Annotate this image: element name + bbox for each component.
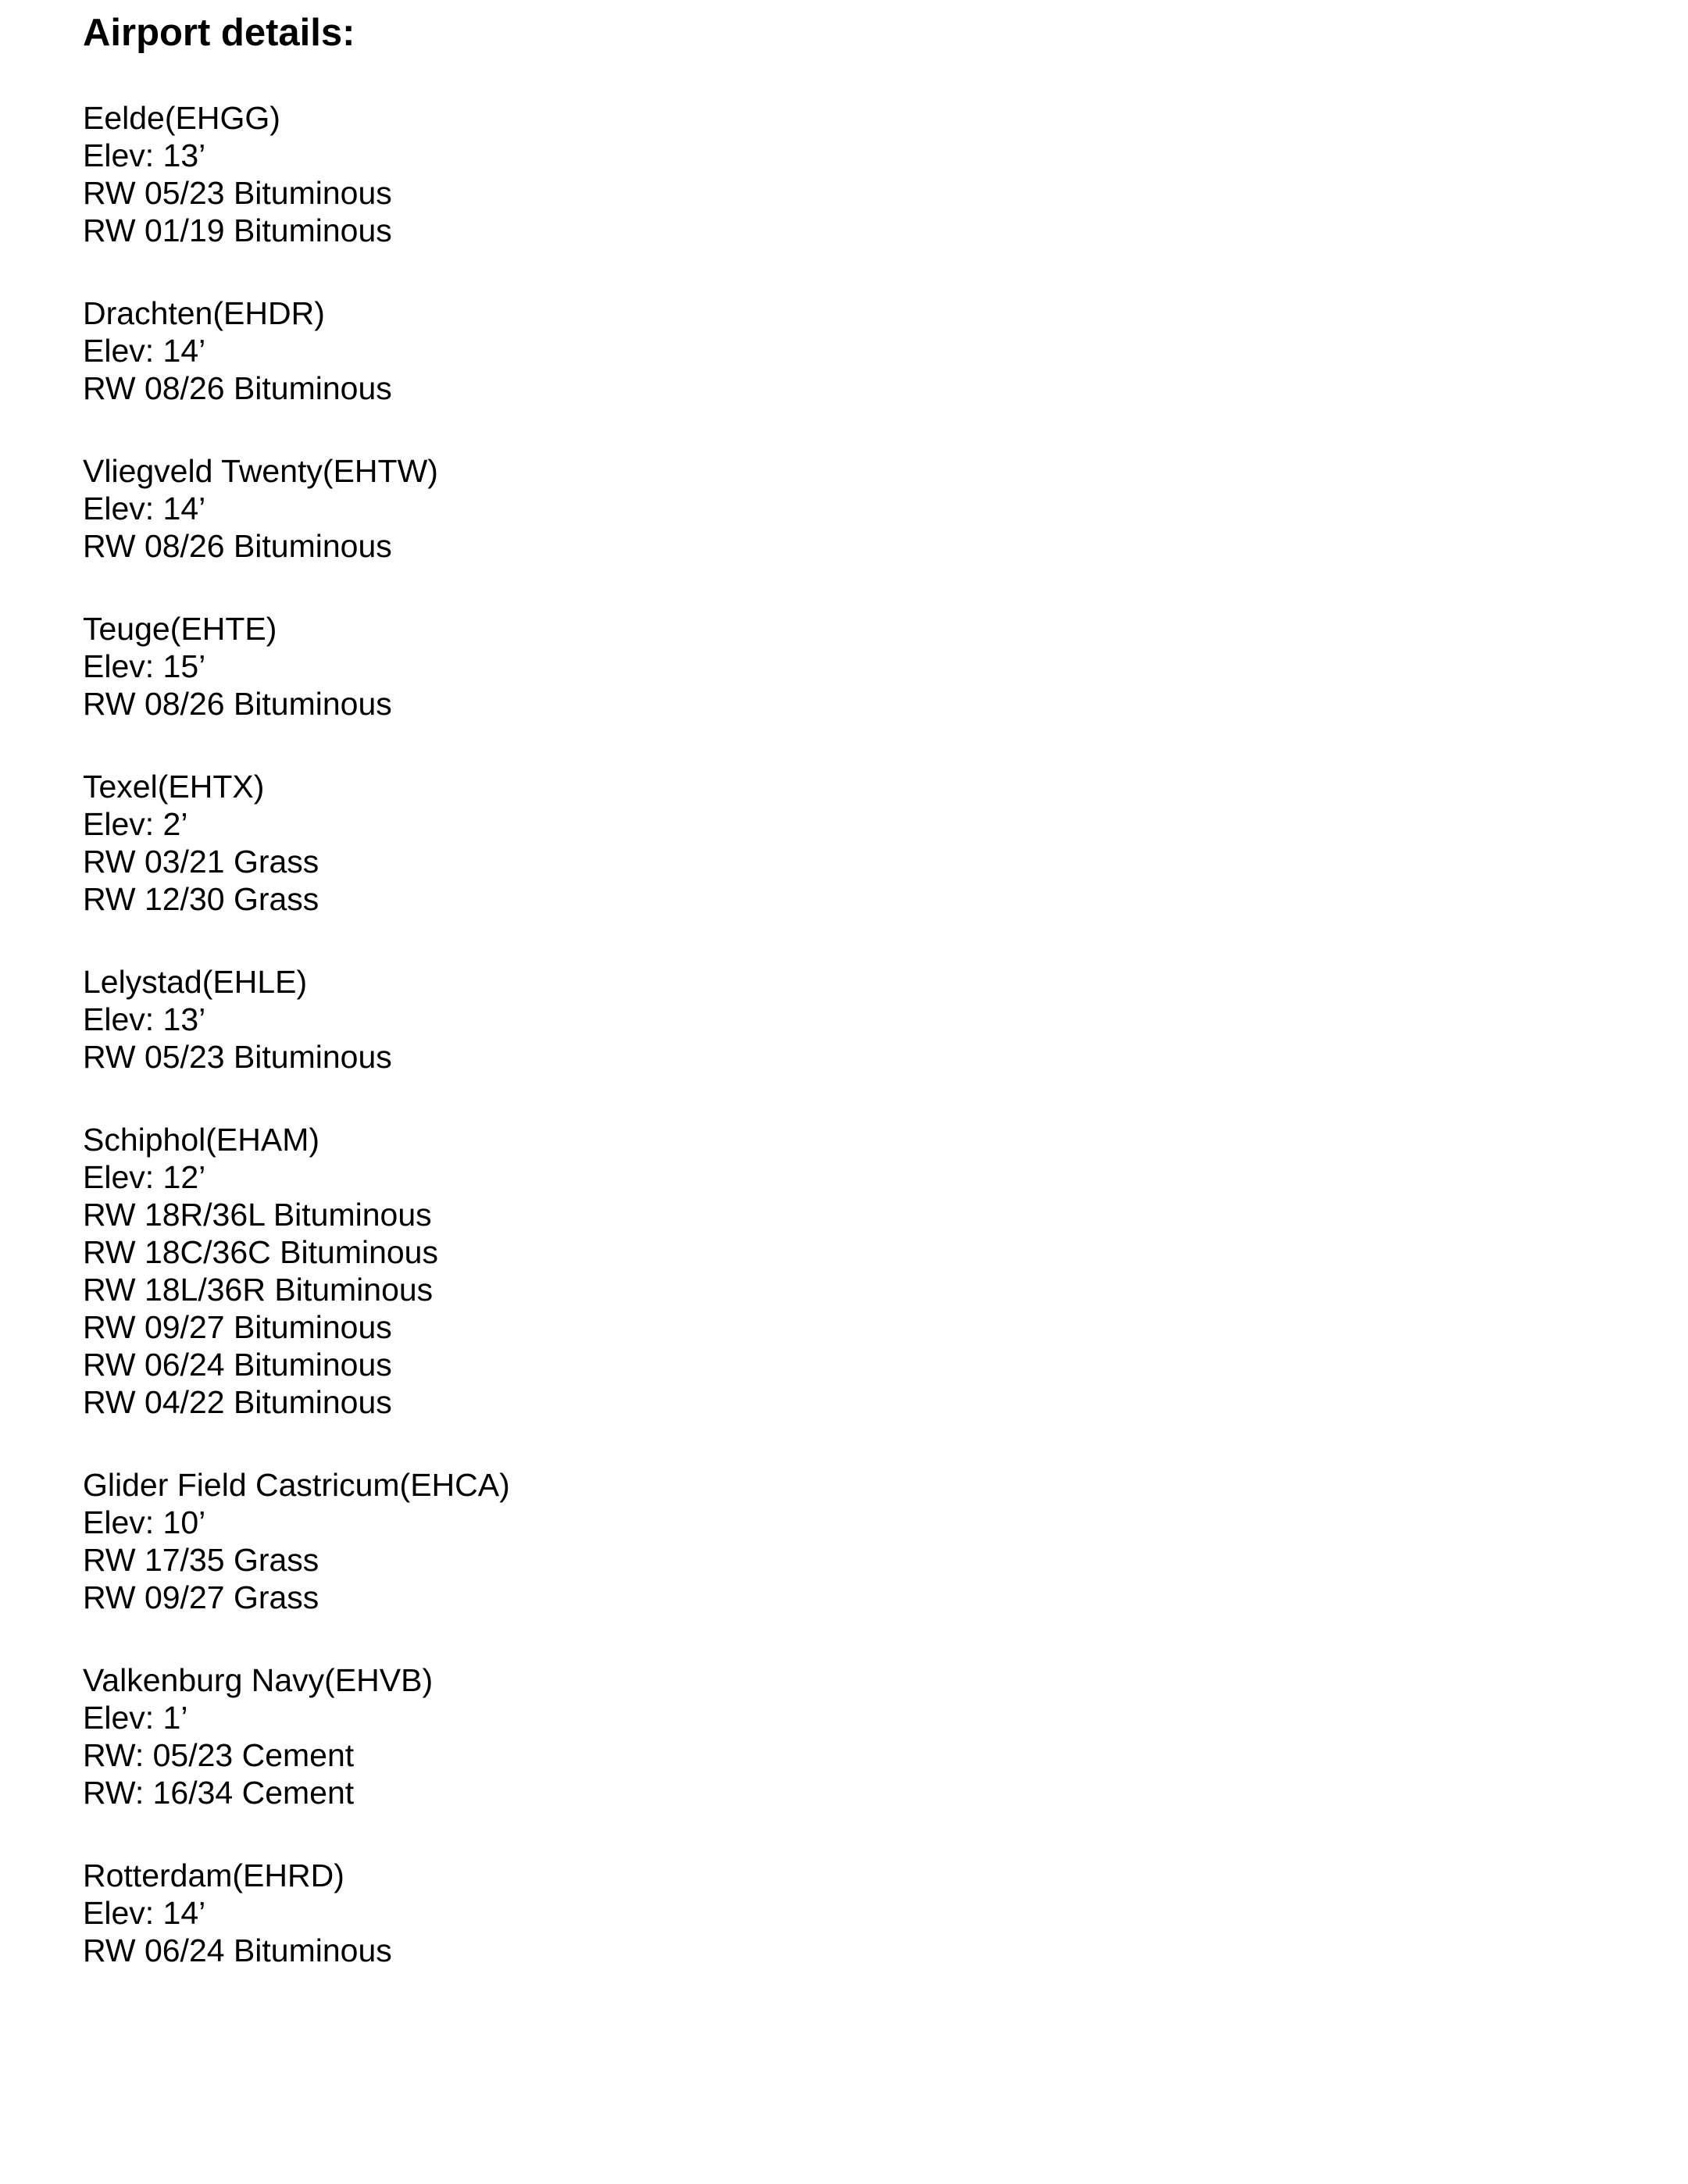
airport-entry (83, 99, 1489, 249)
airport-elevation: Elev: 1’ (83, 1700, 188, 1736)
runway-line: RW 08/26 Bituminous (83, 686, 392, 722)
airport-name: Schiphol(EHAM) (83, 1122, 320, 1158)
airport-elevation: Elev: 14’ (83, 1895, 206, 1931)
airport-elevation: Elev: 13’ (83, 137, 206, 173)
airport-name: Eelde(EHGG) (83, 100, 280, 136)
runway-line: RW 09/27 Grass (83, 1579, 319, 1615)
runway-line: RW 08/26 Bituminous (83, 528, 392, 564)
airport-name: Texel(EHTX) (83, 769, 265, 805)
runway-line: RW 01/19 Bituminous (83, 212, 392, 248)
runway-line: RW 09/27 Bituminous (83, 1309, 392, 1345)
airport-entry (83, 1661, 1489, 1811)
airport-elevation: Elev: 13’ (83, 1001, 206, 1037)
airport-entry (83, 1466, 1489, 1616)
airport-entry (83, 452, 1489, 565)
runway-line: RW 17/35 Grass (83, 1542, 319, 1578)
airport-entry (83, 294, 1489, 407)
airport-name: Vliegveld Twenty(EHTW) (83, 453, 438, 489)
runway-line: RW 18C/36C Bituminous (83, 1234, 438, 1270)
runway-line: RW 12/30 Grass (83, 881, 319, 917)
airport-list (83, 99, 1489, 2014)
airport-name: Valkenburg Navy(EHVB) (83, 1662, 434, 1698)
runway-line: RW 18L/36R Bituminous (83, 1272, 434, 1308)
airport-name: Teuge(EHTE) (83, 611, 277, 647)
airport-elevation: Elev: 2’ (83, 806, 188, 842)
runway-line: RW 08/26 Bituminous (83, 370, 392, 406)
airport-entry (83, 768, 1489, 918)
runway-line: RW: 05/23 Cement (83, 1737, 355, 1773)
airport-name: Lelystad(EHLE) (83, 964, 308, 1000)
airport-elevation: Elev: 15’ (83, 648, 206, 684)
airport-entry (83, 1857, 1489, 1969)
runway-line: RW 18R/36L Bituminous (83, 1197, 432, 1233)
airport-name: Drachten(EHDR) (83, 295, 325, 331)
runway-line: RW: 16/34 Cement (83, 1775, 355, 1811)
airport-elevation: Elev: 12’ (83, 1159, 206, 1195)
runway-line: RW 06/24 Bituminous (83, 1932, 392, 1968)
airport-elevation: Elev: 14’ (83, 491, 206, 526)
runway-line: RW 03/21 Grass (83, 844, 319, 880)
airport-elevation: Elev: 10’ (83, 1504, 206, 1540)
runway-line: RW 05/23 Bituminous (83, 175, 392, 211)
page-title: Airport details: (83, 12, 355, 54)
runway-line: RW 06/24 Bituminous (83, 1347, 392, 1383)
runway-line: RW 04/22 Bituminous (83, 1384, 392, 1420)
airport-name: Rotterdam(EHRD) (83, 1857, 344, 1893)
airport-entry (83, 1121, 1489, 1421)
airport-entry (83, 610, 1489, 723)
runway-line: RW 05/23 Bituminous (83, 1039, 392, 1075)
airport-elevation: Elev: 14’ (83, 333, 206, 369)
airport-name: Glider Field Castricum(EHCA) (83, 1467, 510, 1503)
airport-entry (83, 963, 1489, 1076)
